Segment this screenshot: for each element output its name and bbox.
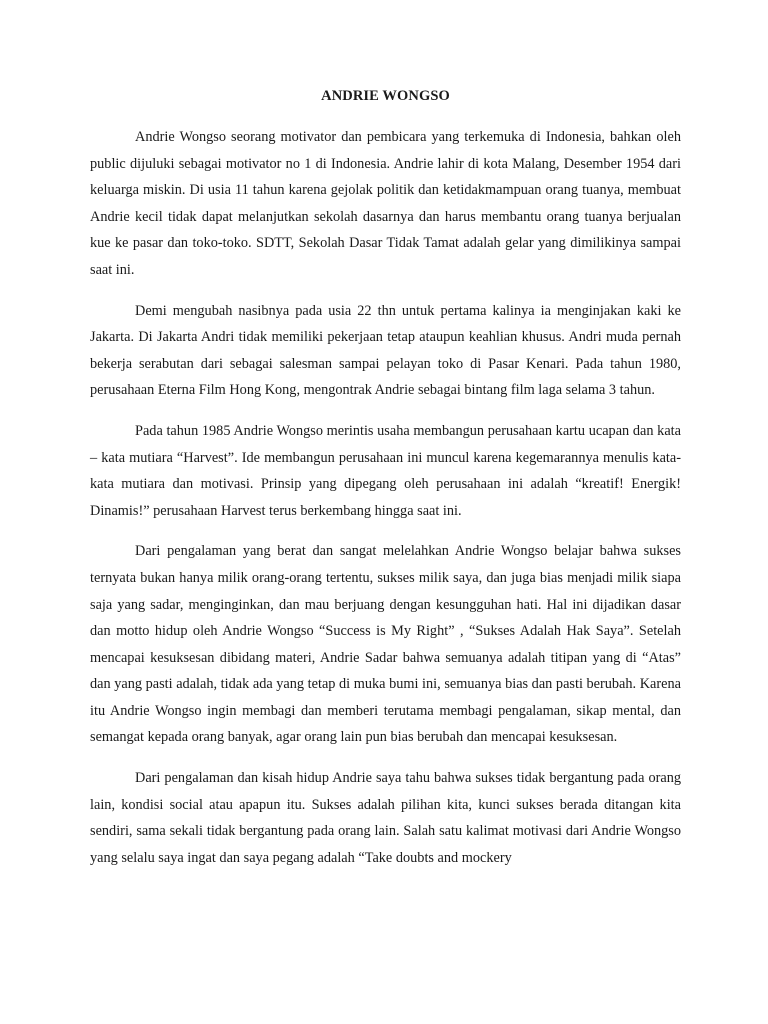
paragraph-3: Pada tahun 1985 Andrie Wongso merintis usaha membangun perusahaan kartu ucapan dan kata – kata mutiara “Harvest”. Ide membangun perusahaan ini muncul karena kegemarannya menulis kata-kata mutiara dan motivasi. Prinsip yang dipegang oleh perusahaan ini adalah “kreatif! Energik! Dinamis!” perusahaan Harvest terus berkembang hingga saat ini. [90,422,681,519]
paragraph-1: Andrie Wongso seorang motivator dan pembicara yang terkemuka di Indonesia, bahkan oleh public dijuluki sebagai motivator no 1 di Indonesia. Andrie lahir di kota Malang, Desember 1954 dari keluarga miskin. Di usia 11 tahun karena gejolak politik dan ketidakmampuan orang tuanya, membuat Andrie kecil tidak dapat melanjutkan sekolah dasarnya dan harus membantu orang tuanya berjualan kue ke pasar dan toko-toko. SDTT, Sekolah Dasar Tidak Tamat adalah gelar yang dimilikinya sampai saat ini. [90,129,681,278]
paragraph-2: Demi mengubah nasibnya pada usia 22 thn untuk pertama kalinya ia menginjakan kaki ke Jakarta. Di Jakarta Andri tidak memiliki pekerjaan tetap ataupun keahlian khusus. Andri muda pernah bekerja serabutan dari sebagai salesman sampai pelayan toko di Pasar Kenari. Pada tahun 1980, perusahaan Eterna Film Hong Kong, mengontrak Andrie sebagai bintang film laga selama 3 tahun. [90,302,681,399]
document-page [90,88,681,885]
paragraph-4: Dari pengalaman yang berat dan sangat melelahkan Andrie Wongso belajar bahwa sukses ternyata bukan hanya milik orang-orang tertentu, sukses milik saya, dan juga bias menjadi milik siapa saja yang sadar, menginginkan, dan mau berjuang dengan kesungguhan hati. Hal ini dijadikan dasar dan motto hidup oleh Andrie Wongso “Success is My Right” , “Sukses Adalah Hak Saya”. Setelah mencapai kesuksesan dibidang materi, Andrie Sadar bahwa semuanya adalah titipan yang di “Atas” dan yang pasti adalah, tidak ada yang tetap di muka bumi ini, semuanya bias dan pasti berubah. Karena itu Andrie Wongso ingin membagi dan memberi terutama membagi pengalaman, sikap mental, dan semangat kepada orang banyak, agar orang lain pun bias berubah dan mencapai kesuksesan. [90,543,681,746]
document-title: ANDRIE WONGSO [321,88,450,104]
paragraph-5: Dari pengalaman dan kisah hidup Andrie saya tahu bahwa sukses tidak bergantung pada orang lain, kondisi social atau apapun itu. Sukses adalah pilihan kita, kunci sukses berada ditangan kita sendiri, sama sekali tidak bergantung pada orang lain. Salah satu kalimat motivasi dari Andrie Wongso yang selalu saya ingat dan saya pegang adalah “Take doubts and mockery [90,770,681,866]
